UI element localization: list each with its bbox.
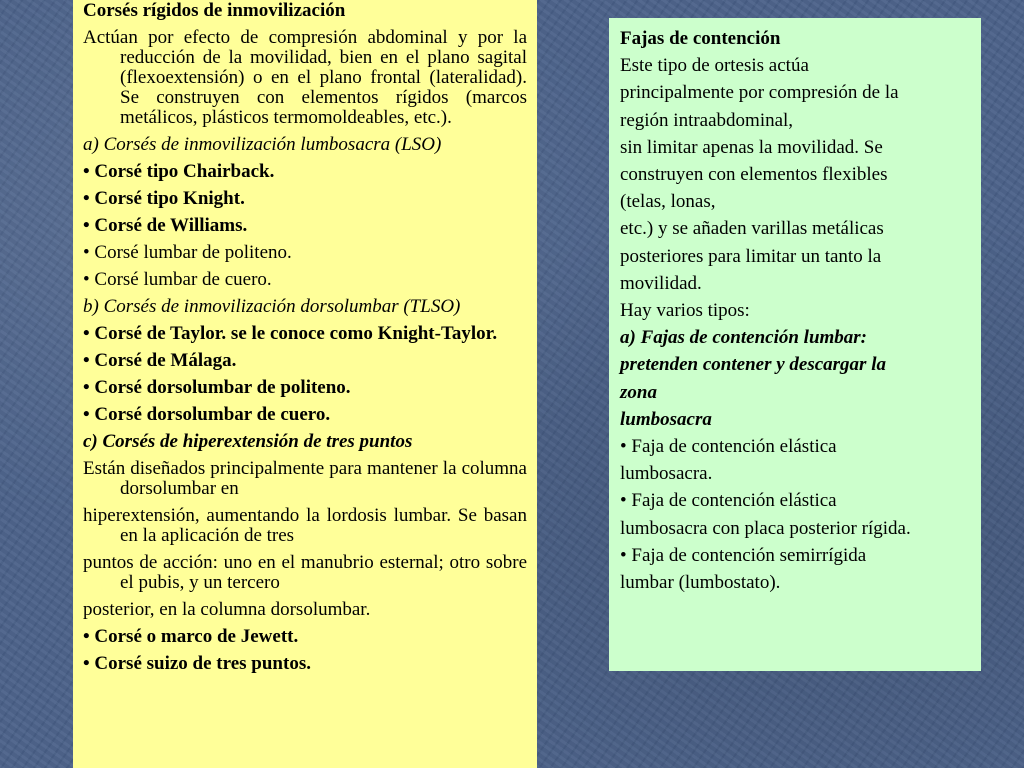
right-item-line: lumbar (lumbostato).: [620, 572, 781, 594]
section-b-item: • Corsé dorsolumbar de cuero.: [83, 404, 331, 425]
right-subheading-line: pretenden contener y descargar la: [620, 354, 886, 376]
section-b-item: • Corsé de Málaga.: [83, 350, 237, 371]
section-b-item: • Corsé dorsolumbar de politeno.: [83, 377, 351, 398]
right-body-line: Hay varios tipos:: [620, 300, 750, 322]
section-a-title: a) Corsés de inmovilización lumbosacra (LSO): [83, 134, 442, 155]
section-c-paragraph: hiperextensión, aumentando la lordosis lumbar. Se basan en la aplicación de tres: [83, 505, 527, 546]
right-item-line: • Faja de contención elástica: [620, 490, 837, 512]
section-c-paragraph: Están diseñados principalmente para mantener la columna dorsolumbar en: [83, 458, 527, 499]
section-c-item: • Corsé suizo de tres puntos.: [83, 653, 311, 674]
section-c-paragraph: puntos de acción: uno en el manubrio esternal; otro sobre el pubis, y un tercero: [83, 552, 527, 593]
right-item-line: lumbosacra con placa posterior rígida.: [620, 517, 911, 539]
section-a-item: • Corsé lumbar de politeno.: [83, 242, 292, 263]
section-c-title: c) Corsés de hiperextensión de tres puntos: [83, 431, 413, 452]
section-b-title: b) Corsés de inmovilización dorsolumbar (TLSO): [83, 296, 461, 317]
right-item-line: • Faja de contención semirrígida: [620, 544, 867, 566]
right-body-line: (telas, lonas,: [620, 191, 716, 213]
right-heading: Fajas de contención: [620, 28, 781, 49]
right-subheading-line: zona: [620, 381, 657, 403]
right-subheading-line: a) Fajas de contención lumbar:: [620, 327, 868, 349]
right-item-line: • Faja de contención elástica: [620, 436, 837, 458]
right-body-line: construyen con elementos flexibles: [620, 164, 888, 186]
section-c-paragraph: posterior, en la columna dorsolumbar.: [83, 599, 371, 620]
right-content-panel: [609, 18, 981, 671]
section-b-item: • Corsé de Taylor. se le conoce como Knight-Taylor.: [83, 323, 498, 344]
right-subheading-line: lumbosacra: [620, 408, 712, 430]
left-intro-paragraph: Actúan por efecto de compresión abdominal y por la reducción de la movilidad, bien en el plano sagital (flexoextensión) o en el plano frontal (lateralidad). Se construyen con elementos rígidos (marcos metálicos, plásticos termomoldeables, etc.).: [83, 27, 527, 128]
section-a-item: • Corsé tipo Chairback.: [83, 161, 275, 182]
section-a-item: • Corsé tipo Knight.: [83, 188, 245, 209]
right-body-line: principalmente por compresión de la: [620, 82, 899, 104]
right-body-line: posteriores para limitar un tanto la: [620, 245, 882, 267]
section-a-item: • Corsé de Williams.: [83, 215, 248, 236]
right-body-line: Este tipo de ortesis actúa: [620, 55, 809, 77]
section-a-item: • Corsé lumbar de cuero.: [83, 269, 272, 290]
section-c-item: • Corsé o marco de Jewett.: [83, 626, 299, 647]
right-body-line: movilidad.: [620, 272, 702, 294]
left-heading: Corsés rígidos de inmovilización: [83, 0, 346, 21]
left-content-panel: [73, 0, 537, 768]
right-body-line: etc.) y se añaden varillas metálicas: [620, 218, 884, 240]
right-body-line: sin limitar apenas la movilidad. Se: [620, 136, 883, 158]
right-body-line: región intraabdominal,: [620, 109, 794, 131]
right-item-line: lumbosacra.: [620, 463, 713, 485]
